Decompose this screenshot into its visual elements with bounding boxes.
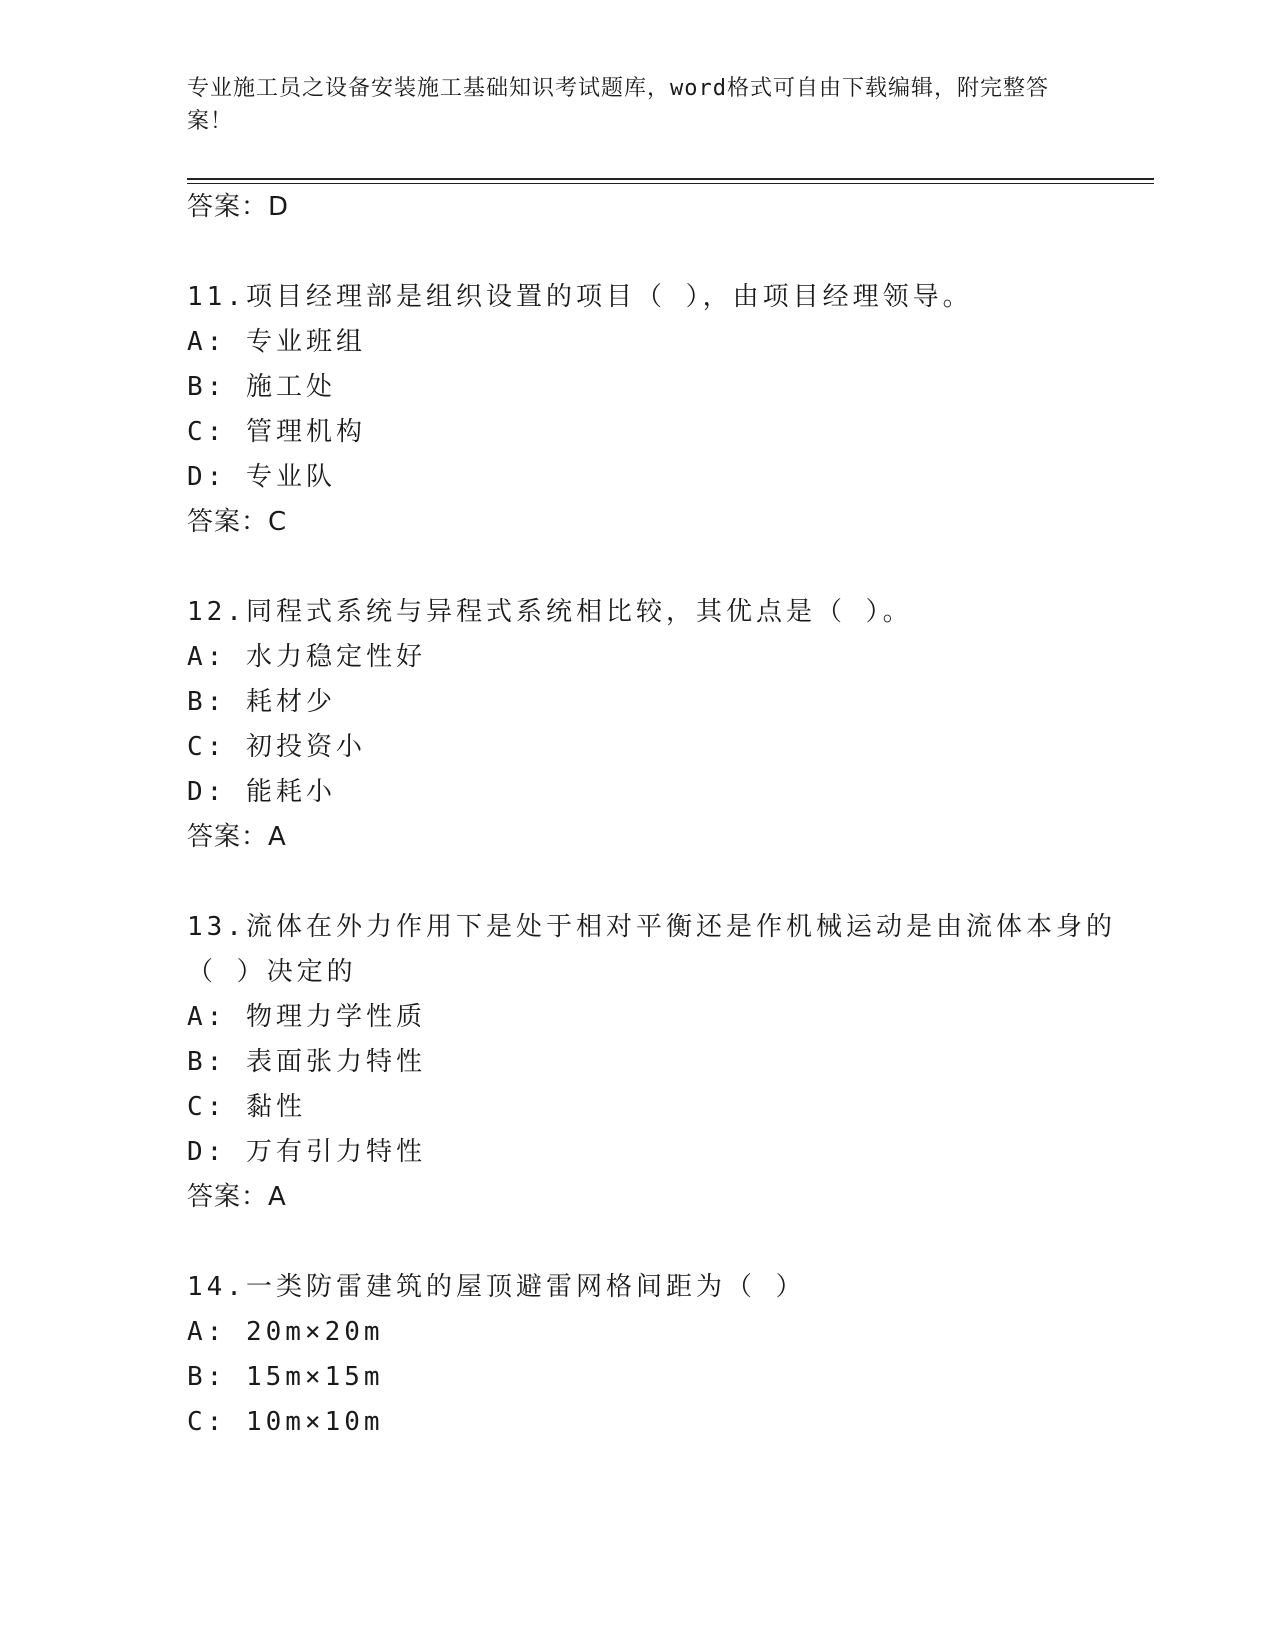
answer-line: 答案：A <box>187 1182 287 1212</box>
option-b: B: 施工处 <box>187 372 336 402</box>
option-d: D: 能耗小 <box>187 777 336 807</box>
question-stem: 12.同程式系统与异程式系统相比较，其优点是（ ）。 <box>187 597 913 627</box>
answer-line: 答案：D <box>187 192 290 222</box>
option-a: A: 20m×20m <box>187 1317 384 1347</box>
question-stem: 13.流体在外力作用下是处于相对平衡还是作机械运动是由流体本身的 <box>187 912 1116 942</box>
option-b: B: 耗材少 <box>187 687 336 717</box>
option-c: C: 初投资小 <box>187 732 366 762</box>
option-d: D: 万有引力特性 <box>187 1137 426 1167</box>
option-a: A: 专业班组 <box>187 327 366 357</box>
question-stem: 14.一类防雷建筑的屋顶避雷网格间距为（ ） <box>187 1272 806 1302</box>
answer-line: 答案：A <box>187 822 287 852</box>
option-c: C: 黏性 <box>187 1092 306 1122</box>
option-c: C: 管理机构 <box>187 417 366 447</box>
option-a: A: 水力稳定性好 <box>187 642 426 672</box>
header-divider-thick <box>187 178 1154 180</box>
header-divider-thin <box>187 183 1154 184</box>
answer-line: 答案：C <box>187 507 288 537</box>
option-a: A: 物理力学性质 <box>187 1002 426 1032</box>
option-c: C: 10m×10m <box>187 1407 384 1437</box>
question-stem: 11.项目经理部是组织设置的项目（ ），由项目经理领导。 <box>187 282 973 312</box>
question-stem-continued: （ ）决定的 <box>187 957 357 987</box>
option-d: D: 专业队 <box>187 462 336 492</box>
document-header: 专业施工员之设备安装施工基础知识考试题库，word格式可自由下载编辑，附完整答案！ <box>187 76 1049 134</box>
option-b: B: 表面张力特性 <box>187 1047 426 1077</box>
option-b: B: 15m×15m <box>187 1362 384 1392</box>
